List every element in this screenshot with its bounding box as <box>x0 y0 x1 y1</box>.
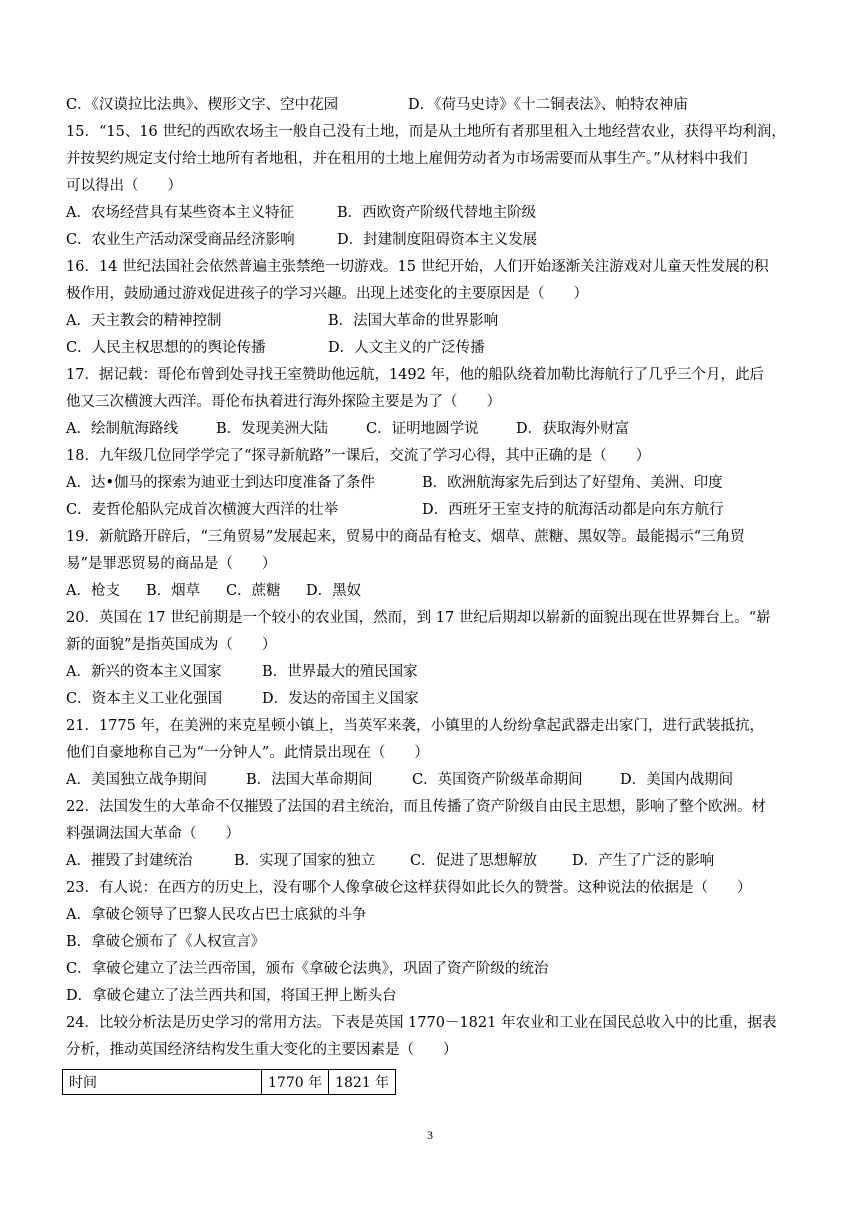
option-row <box>66 227 796 254</box>
option-row <box>66 92 796 119</box>
table-cell: 1821 年 <box>329 1070 396 1095</box>
answer-option: A．农场经营具有某些资本主义特征 <box>66 205 294 221</box>
text-line: 24．比较分析法是历史学习的常用方法。下表是英国 1770－1821 年农业和工业在国民总收入中的比重，据表 <box>66 1015 777 1031</box>
text-line: A．拿破仑领导了巴黎人民攻占巴士底狱的斗争 <box>66 907 367 923</box>
option-row <box>66 578 796 605</box>
text-line: 他们自豪地称自己为“一分钟人”。此情景出现在（ ） <box>66 745 429 761</box>
text-line: 19．新航路开辟后，“三角贸易”发展起来，贸易中的商品有枪支、烟草、蔗糖、黑奴等。最能揭示“三角贸 <box>66 529 745 545</box>
answer-option: B．烟草 <box>146 583 201 599</box>
option-row <box>66 335 796 362</box>
option-row <box>66 659 796 686</box>
answer-option: D．人文主义的广泛传播 <box>328 340 485 356</box>
answer-option: D．产生了广泛的影响 <box>572 853 715 869</box>
answer-option: A．摧毁了封建统治 <box>66 853 193 869</box>
answer-option: A．绘制航海路线 <box>66 421 178 437</box>
page-number: 3 <box>427 1128 433 1142</box>
table-cell: 时间 <box>63 1070 262 1095</box>
option-row <box>66 200 796 227</box>
data-table <box>62 1069 396 1095</box>
option-row <box>66 470 796 497</box>
answer-option: C．资本主义工业化强国 <box>66 691 223 707</box>
answer-option: B．欧洲航海家先后到达了好望角、美洲、印度 <box>422 475 723 491</box>
answer-option: D．西班牙王室支持的航海活动都是向东方航行 <box>422 502 724 518</box>
text-line: 21．1775 年，在美洲的来克星顿小镇上，当英军来袭，小镇里的人纷纷拿起武器走出家门，进行武装抵抗， <box>66 718 764 734</box>
answer-option: C．证明地圆学说 <box>366 421 479 437</box>
text-line: 他又三次横渡大西洋。哥伦布执着进行海外探险主要是为了（ ） <box>66 394 501 410</box>
option-row <box>66 416 796 443</box>
text-line: 15．“15、16 世纪的西欧农场主一般自己没有土地，而是从土地所有者那里租入土地经营农业，获得平均利润， <box>66 124 786 140</box>
table-cell: 1770 年 <box>262 1070 329 1095</box>
text-line: D．拿破仑建立了法兰西共和国，将国王押上断头台 <box>66 988 397 1004</box>
answer-option: A．枪支 <box>66 583 120 599</box>
answer-option: C．麦哲伦船队完成首次横渡大西洋的壮举 <box>66 502 339 518</box>
text-line: 极作用，鼓励通过游戏促进孩子的学习兴趣。出现上述变化的主要原因是（ ） <box>66 286 588 302</box>
text-line: 23．有人说：在西方的历史上，没有哪个人像拿破仑这样获得如此长久的赞誉。这种说法的依据是（ ） <box>66 880 752 896</box>
text-line: 17．据记载：哥伦布曾到处寻找王室赞助他远航，1492 年，他的船队绕着加勒比海航行了几乎三个月，此后 <box>66 367 764 383</box>
answer-option: D．美国内战期间 <box>620 772 734 788</box>
text-line: 18．九年级几位同学学完了“探寻新航路”一课后，交流了学习心得，其中正确的是（ ） <box>66 448 651 464</box>
answer-option: B．法国大革命期间 <box>246 772 373 788</box>
text-line: 22．法国发生的大革命不仅摧毁了法国的君主统治，而且传播了资产阶级自由民主思想，影响了整个欧洲。材 <box>66 799 766 815</box>
option-row <box>66 308 796 335</box>
option-row <box>66 848 796 875</box>
text-line: 并按契约规定支付给土地所有者地租，并在租用的土地上雇佣劳动者为市场需要而从事生产。”从材料中我们 <box>66 151 748 167</box>
answer-option: A．新兴的资本主义国家 <box>66 664 222 680</box>
answer-option: A．天主教会的精神控制 <box>66 313 222 329</box>
text-line: 易”是罪恶贸易的商品是（ ） <box>66 556 277 572</box>
text-line: 可以得出（ ） <box>66 178 182 194</box>
text-line: C．拿破仑建立了法兰西帝国，颁布《拿破仑法典》，巩固了资产阶级的统治 <box>66 961 549 977</box>
option-row <box>66 767 796 794</box>
answer-option: C．英国资产阶级革命期间 <box>412 772 583 788</box>
option-row <box>66 686 796 713</box>
answer-option: A．美国独立战争期间 <box>66 772 207 788</box>
answer-option: D．封建制度阻碍资本主义发展 <box>337 232 538 248</box>
answer-option: C．人民主权思想的的舆论传播 <box>66 340 266 356</box>
answer-option: D．《荷马史诗》《十二铜表法》、帕特农神庙 <box>408 97 688 113</box>
answer-option: C．促进了思想解放 <box>410 853 538 869</box>
answer-option: C．《汉谟拉比法典》、楔形文字、空中花园 <box>66 97 339 113</box>
table-row <box>63 1070 396 1095</box>
answer-option: B．实现了国家的独立 <box>234 853 376 869</box>
answer-option: B．法国大革命的世界影响 <box>328 313 499 329</box>
question-content <box>66 92 796 1064</box>
text-line: 16．14 世纪法国社会依然普遍主张禁绝一切游戏。15 世纪开始，人们开始逐渐关注游戏对儿童天性发展的积 <box>66 259 769 275</box>
answer-option: B．西欧资产阶级代替地主阶级 <box>337 205 537 221</box>
answer-option: C．蔗糖 <box>226 583 281 599</box>
text-line: 分析，推动英国经济结构发生重大变化的主要因素是（ ） <box>66 1042 458 1058</box>
answer-option: D．发达的帝国主义国家 <box>262 691 419 707</box>
answer-option: B．发现美洲大陆 <box>216 421 329 437</box>
option-row <box>66 497 796 524</box>
answer-option: A．达•伽马的探索为迪亚士到达印度准备了条件 <box>66 475 376 491</box>
answer-option: C．农业生产活动深受商品经济影响 <box>66 232 295 248</box>
answer-option: D．黑奴 <box>306 583 362 599</box>
text-line: 料强调法国大革命（ ） <box>66 826 240 842</box>
text-line: 新的面貌”是指英国成为（ ） <box>66 637 277 653</box>
answer-option: D．获取海外财富 <box>516 421 630 437</box>
text-line: B．拿破仑颁布了《人权宣言》 <box>66 934 266 950</box>
answer-option: B．世界最大的殖民国家 <box>262 664 418 680</box>
text-line: 20．英国在 17 世纪前期是一个较小的农业国，然而，到 17 世纪后期却以崭新的面貌出现在世界舞台上。“崭 <box>66 610 771 626</box>
